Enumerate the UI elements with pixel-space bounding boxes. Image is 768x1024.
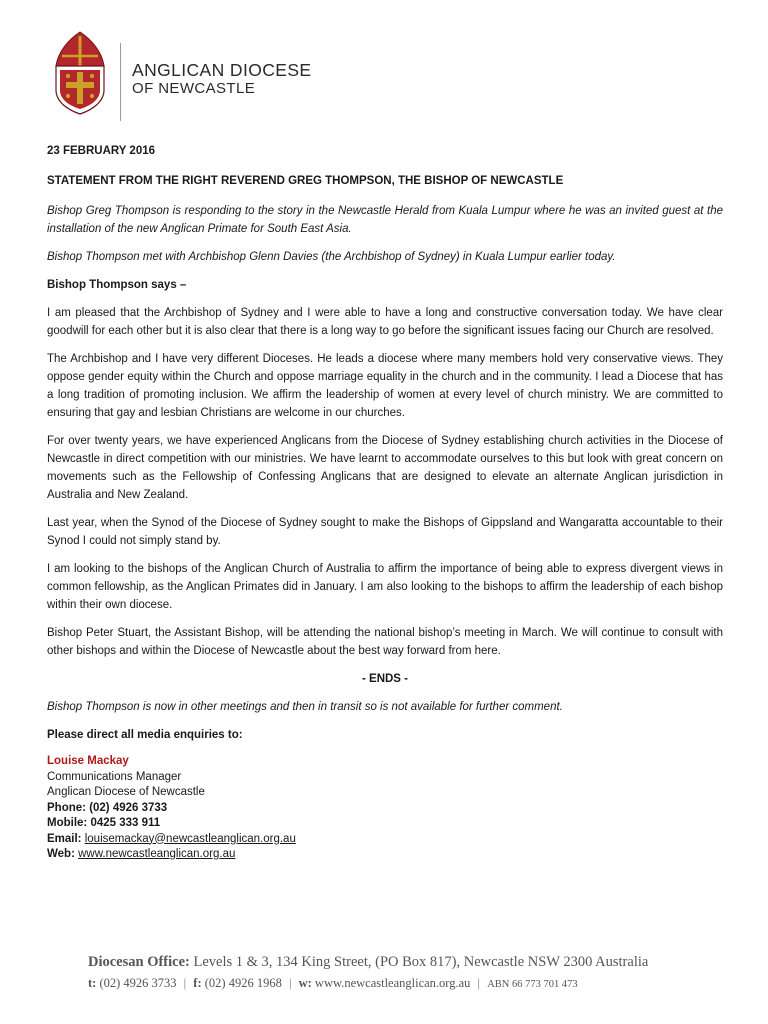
email-link[interactable]: louisemackay@newcastleanglican.org.au	[84, 832, 296, 845]
contact-name: Louise Mackay	[47, 755, 129, 767]
footer-abn: ABN 66 773 701 473	[487, 979, 578, 990]
contact-mobile-row	[47, 816, 723, 832]
contact-email-row	[47, 832, 723, 848]
media-contact-block	[47, 754, 723, 863]
statement-date: 23 FEBRUARY 2016	[47, 145, 156, 157]
footer-address-line	[88, 952, 688, 972]
footer-w-value: www.newcastleanglican.org.au	[314, 976, 471, 990]
office-label: Diocesan Office:	[88, 954, 190, 970]
footer-separator: |	[288, 976, 292, 990]
mobile-value: 0425 333 911	[90, 817, 161, 829]
body-paragraph: I am looking to the bishops of the Anglican Church of Australia to affirm the importance of being able to express divergent views in common fellowship, as the Anglican Primates did in January. I am also looking to the bishops to affirm the leadership of each bishop within their own diocese.	[47, 563, 723, 611]
intro-paragraph: Bishop Thompson met with Archbishop Glenn Davies (the Archbishop of Sydney) in Kuala Lumpur earlier today.	[47, 251, 616, 263]
contact-title: Communications Manager	[47, 770, 182, 783]
body-paragraph: Bishop Peter Stuart, the Assistant Bishop, will be attending the national bishop’s meeting in March. We will continue to consult with other bishops and within the Diocese of Newcastle about the best way forward from here.	[47, 627, 723, 657]
intro-paragraph: Bishop Greg Thompson is responding to the story in the Newcastle Herald from Kuala Lumpur where he was an invited guest at the installation of the new Anglican Primate for South East Asia.	[47, 205, 723, 235]
diocese-crest-logo	[50, 30, 110, 116]
body-paragraph: For over twenty years, we have experienced Anglicans from the Diocese of Sydney establishing church activities in the Diocese of Newcastle in direct competition with our ministries. We have learnt to accommodate ourselves to this but look with great concern on movements such as the Fellowship of Confessing Anglicans that are designed to elevate an alternate Anglican jurisdiction in Australia and New Zealand.	[47, 435, 723, 501]
web-link[interactable]: www.newcastleanglican.org.au	[78, 848, 236, 860]
body-paragraph: I am pleased that the Archbishop of Sydney and I were able to have a long and constructive conversation today. We have clear goodwill for each other but it is also clear that there is a long way to go before the significant issues facing our Church are resolved.	[47, 307, 723, 337]
mobile-label: Mobile:	[47, 817, 88, 829]
body-paragraph: The Archbishop and I have very different Dioceses. He leads a diocese where many members hold very conservative views. They oppose gender equity within the Church and oppose marriage equality in the church and in the community. I lead a Diocese that has a long tradition of promoting inclusion. We affirm the leadership of women at every level of church ministry. We are committed to ensuring that gay and lesbian Christians are welcome in our churches.	[47, 353, 723, 419]
contact-phone-row	[47, 801, 723, 817]
says-line: Bishop Thompson says –	[47, 279, 187, 291]
phone-value: (02) 4926 3733	[89, 801, 168, 814]
header-divider	[120, 43, 121, 121]
statement-body	[47, 142, 723, 863]
contact-web-row	[47, 847, 723, 863]
footer-f-label: f:	[193, 976, 202, 990]
email-label: Email:	[47, 832, 82, 845]
footer-separator: |	[477, 976, 481, 990]
ends-marker: - ENDS -	[362, 673, 408, 685]
web-label: Web:	[47, 848, 75, 860]
letterhead-footer	[88, 952, 688, 994]
office-address: Levels 1 & 3, 134 King Street, (PO Box 817), Newcastle NSW 2300 Australia	[193, 954, 649, 970]
org-name-line1: ANGLICAN DIOCESE	[132, 60, 312, 80]
phone-label: Phone:	[47, 801, 86, 814]
availability-note: Bishop Thompson is now in other meetings and then in transit so is not available for further comment.	[47, 701, 563, 713]
org-name-line2: OF NEWCASTLE	[132, 80, 256, 98]
footer-contact-line	[88, 974, 688, 994]
footer-separator: |	[183, 976, 187, 990]
footer-w-label: w:	[298, 976, 312, 990]
contact-org: Anglican Diocese of Newcastle	[47, 786, 205, 798]
footer-t-label: t:	[88, 976, 97, 990]
footer-f-value: (02) 4926 1968	[204, 976, 282, 990]
body-paragraph: Last year, when the Synod of the Diocese of Sydney sought to make the Bishops of Gippsland and Wangaratta accountable to their Synod I could not simply stand by.	[47, 517, 723, 547]
footer-t-value: (02) 4926 3733	[99, 976, 177, 990]
organization-name	[132, 60, 312, 97]
media-enquiries-prompt: Please direct all media enquiries to:	[47, 729, 243, 741]
statement-headline: STATEMENT FROM THE RIGHT REVEREND GREG THOMPSON, THE BISHOP OF NEWCASTLE	[47, 175, 564, 187]
